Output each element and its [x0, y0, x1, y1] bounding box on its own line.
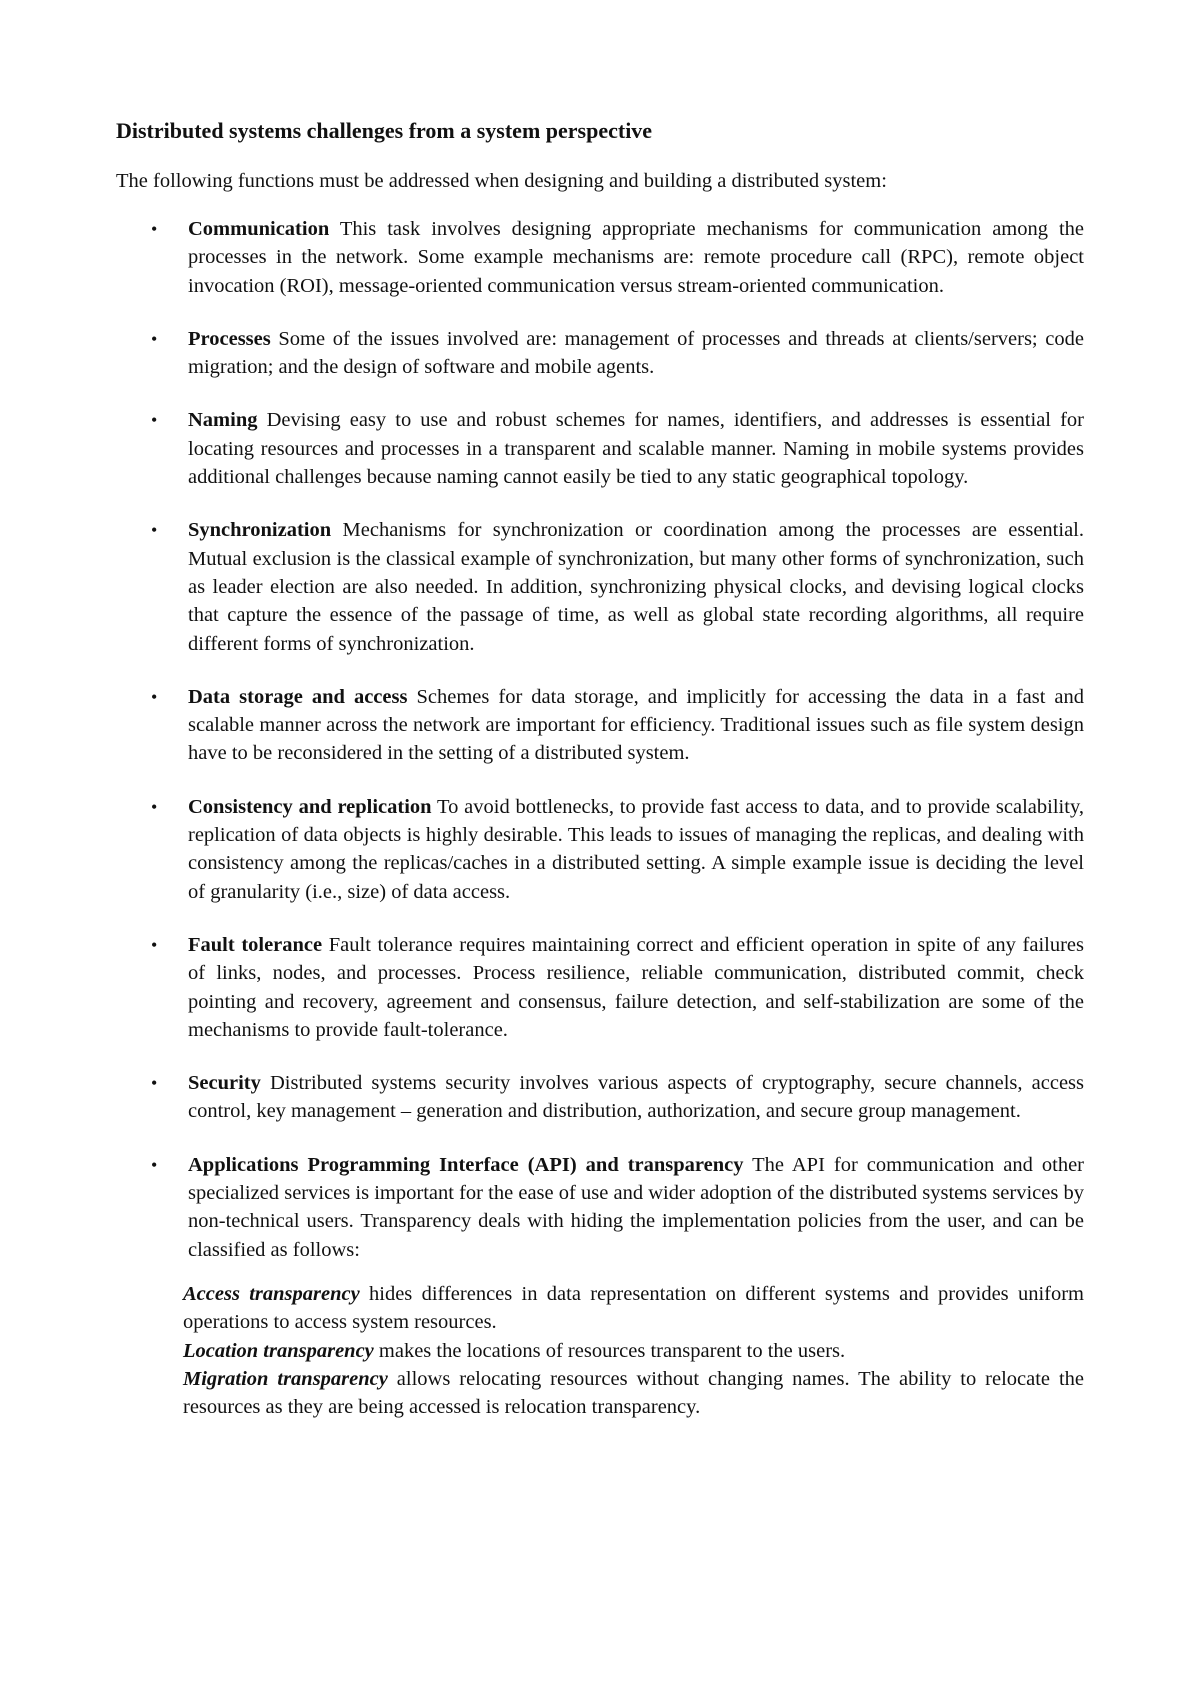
item-text: Fault tolerance requires maintaining correct and efficient operation in spite of any failures of links, nodes, and processes. Process resilience, reliable communication, distributed commit, check pointing and recovery, agreement and consensus, failure detection, and self-stabilization are some of the mechanisms to provide fault-tolerance. [188, 933, 1085, 1041]
transparency-text: makes the locations of resources transparent to the users. [378, 1339, 846, 1362]
list-item-security [116, 1069, 1084, 1126]
bullet-icon: • [151, 686, 158, 707]
bullet-icon: • [151, 520, 158, 541]
list-item-consistency [116, 793, 1084, 906]
transparency-term: Migration transparency [183, 1367, 388, 1390]
item-term: Security [188, 1072, 261, 1095]
item-term: Consistency and replication [188, 795, 432, 818]
intro-paragraph: The following functions must be addressed when designing and building a distributed system: [116, 170, 887, 192]
list-item-synchronization [116, 516, 1084, 657]
item-text: Devising easy to use and robust schemes for names, identifiers, and addresses is essential for locating resources and processes in a transparent and scalable manner. Naming in mobile systems provides additional challenges because naming cannot easily be tied to any static geographical topology. [188, 409, 1084, 489]
item-term: Naming [188, 409, 258, 432]
item-text: Distributed systems security involves various aspects of cryptography, secure channels, access control, key management – generation and distribution, authorization, and secure group management. [188, 1072, 1084, 1123]
list-item-processes [116, 325, 1084, 382]
list-item-naming [116, 406, 1084, 491]
list-item-data-storage [116, 683, 1084, 768]
list-item-fault-tolerance [116, 931, 1084, 1044]
list-item-communication [116, 215, 1084, 300]
list-item-api-transparency [116, 1151, 1084, 1264]
bullet-icon: • [151, 1154, 158, 1175]
transparency-term: Location transparency [183, 1339, 374, 1362]
item-text: To avoid bottlenecks, to provide fast access to data, and to provide scalability, replication of data objects is highly desirable. This leads to issues of managing the replicas, and dealing with consistency among the replicas/caches in a distributed setting. A simple example issue is deciding the level of granularity (i.e., size) of data access. [188, 795, 1084, 903]
item-text: This task involves designing appropriate mechanisms for communication among the processes in the network. Some example mechanisms are: remote procedure call (RPC), remote object invocation (ROI), message-oriented communication versus stream-oriented communication. [188, 218, 1084, 297]
transparency-text: hides differences in data representation on different systems and provides uniform operations to access system resources. [183, 1282, 1084, 1334]
item-term: Fault tolerance [188, 933, 323, 956]
item-text: Mechanisms for synchronization or coordination among the processes are essential. Mutual exclusion is the classical example of synchronization, but many other forms of synchronization, such as leader election are also needed. In addition, synchronizing physical clocks, and devising logical clocks that capture the essence of the passage of time, as well as global state recording algorithms, all require different forms of synchronization. [188, 519, 1084, 655]
transparency-migration [183, 1365, 1084, 1422]
page-title: Distributed systems challenges from a system perspective [116, 118, 653, 143]
item-text: Some of the issues involved are: management of processes and threads at clients/servers; code migration; and the design of software and mobile agents. [188, 327, 1084, 379]
item-text: The API for communication and other specialized services is important for the ease of use and wider adoption of the distributed systems services by non-technical users. Transparency deals with hiding the implementation policies from the user, and can be classified as follows: [188, 1153, 1084, 1261]
transparency-location [183, 1337, 1084, 1365]
transparency-text: allows relocating resources without changing names. The ability to relocate the resources as they are being accessed is relocation transparency. [183, 1367, 1085, 1419]
transparency-access [183, 1280, 1084, 1337]
bullet-icon: • [151, 328, 158, 349]
item-text: Schemes for data storage, and implicitly for accessing the data in a fast and scalable manner across the network are important for efficiency. Traditional issues such as file system design have to be reconsidered in the setting of a distributed system. [188, 685, 1085, 765]
item-term: Processes [188, 327, 271, 350]
item-term: Data storage and access [188, 685, 408, 708]
bullet-icon: • [151, 796, 158, 817]
bullet-icon: • [151, 410, 158, 431]
item-term: Applications Programming Interface (API) and transparency [188, 1153, 744, 1176]
bullet-icon: • [151, 219, 158, 239]
item-term: Communication [188, 218, 330, 240]
item-term: Synchronization [188, 519, 332, 542]
bullet-icon: • [151, 1073, 158, 1094]
bullet-icon: • [151, 934, 158, 955]
transparency-term: Access transparency [183, 1282, 360, 1305]
